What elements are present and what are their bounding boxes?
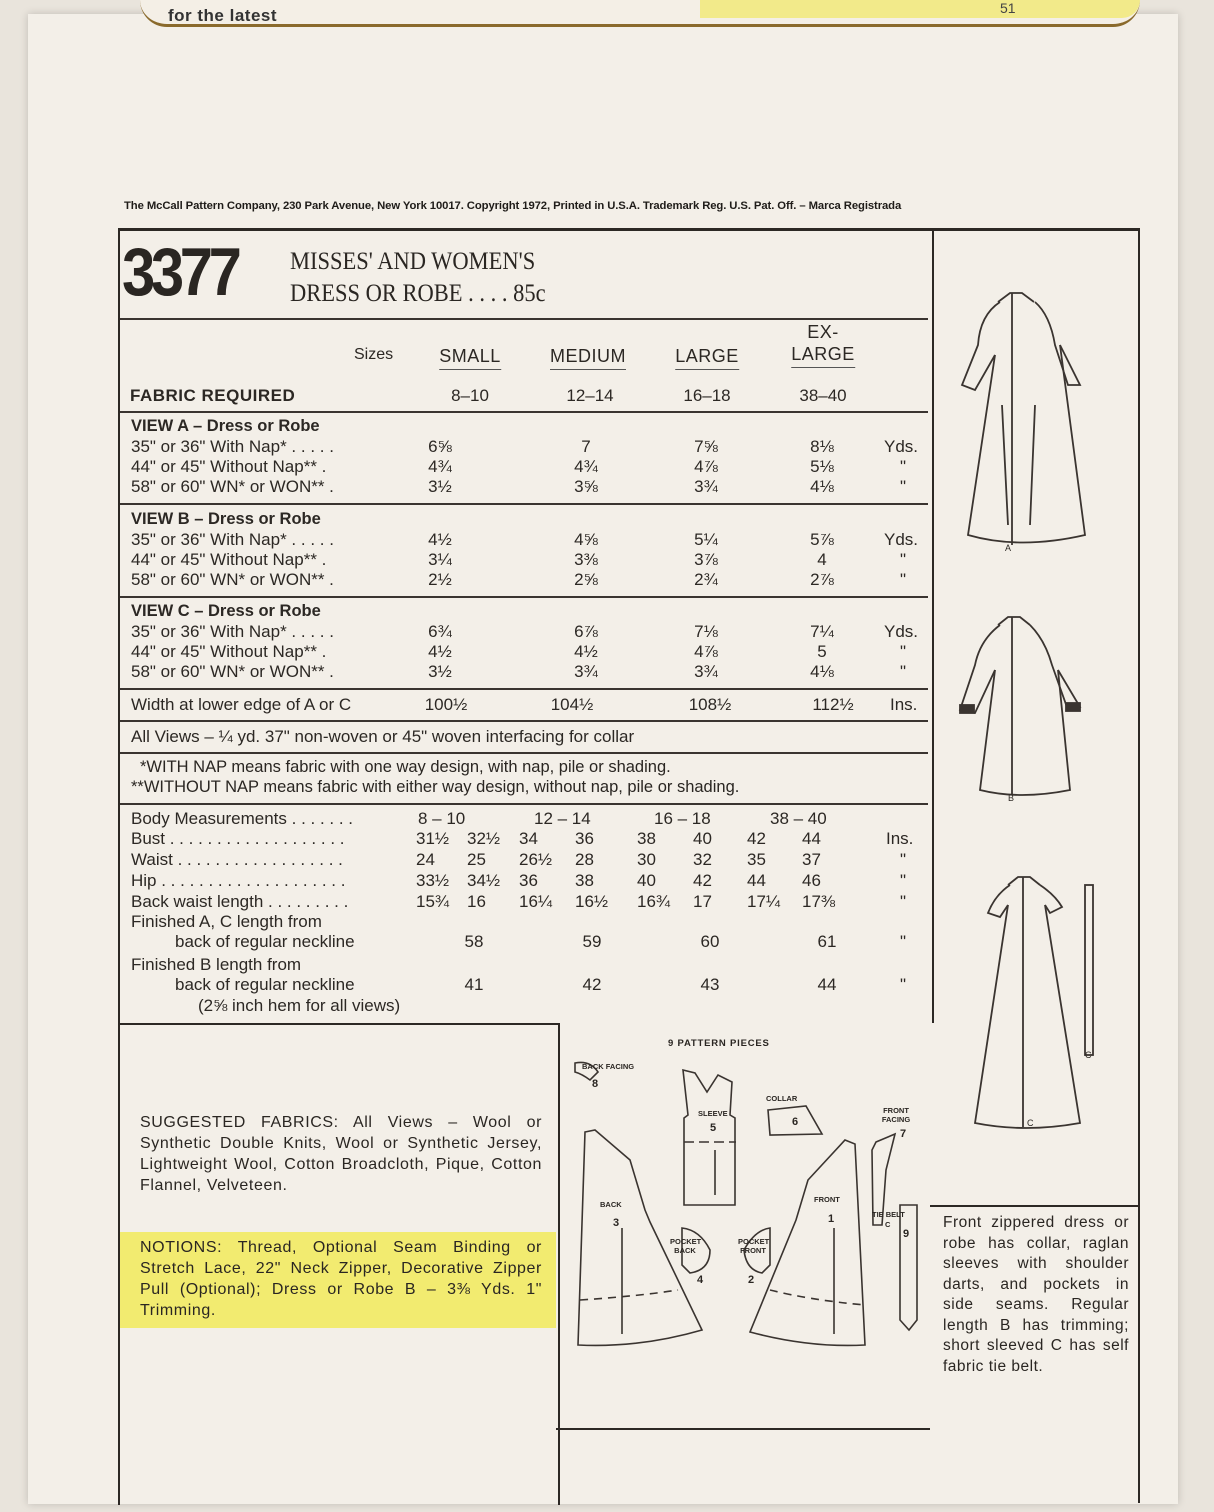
unit: " [900,457,907,476]
value: 59 [582,932,602,951]
unit: Ins. [890,695,918,714]
view-b-title: VIEW B – Dress or Robe [131,510,321,528]
value: 104½ [550,695,594,714]
finished-ac-label: Finished A, C length from [131,912,322,931]
measurement-value: 17⅜ [802,892,836,911]
label-collar: COLLAR [766,1094,798,1103]
row-label: 44" or 45" Without Nap** . [131,457,327,476]
value: 7 [581,437,591,456]
measurement-value: 17 [693,892,712,911]
view-b-label: B [1008,793,1015,803]
value: 43 [700,975,720,994]
size-xlarge: LARGE [791,344,855,368]
measurement-value: 32 [693,850,712,869]
range-large: 16–18 [683,386,731,405]
tie-belt-illustration-label: C [1085,1050,1092,1060]
unit: " [900,850,907,869]
value: 4¾ [574,457,598,476]
row-label: 35" or 36" With Nap* . . . . . [131,437,334,456]
measurement-value: 26½ [519,850,553,869]
measurement-label: Bust . . . . . . . . . . . . . . . . . . . [131,829,345,848]
hem-note: (2⅝ inch hem for all views) [198,996,401,1015]
value: 4⅝ [574,530,598,549]
value: 5⅞ [810,530,834,549]
unit: " [900,871,907,890]
measurement-value: 40 [693,829,712,848]
pattern-pieces-diagram [560,1030,930,1430]
fabric-required-label: FABRIC REQUIRED [130,386,296,405]
measurement-value: 31½ [416,829,450,848]
value: 60 [700,932,720,951]
value: 5¼ [694,530,718,549]
measurement-value: 38 [637,829,656,848]
value: 4½ [574,642,598,661]
measurement-value: 16½ [575,892,609,911]
value: 61 [817,932,837,951]
row-label: 44" or 45" Without Nap** . [131,642,327,661]
illustration-view-a [940,245,1140,565]
row-label: 58" or 60" WN* or WON** . [131,477,334,496]
measurement-value: 17¼ [747,892,781,911]
label-pocket-back: POCKET BACK [670,1237,702,1255]
value: 3½ [428,662,452,681]
value: 6⅞ [574,622,598,641]
view-c-label: C [1027,1118,1034,1128]
unit: " [900,662,907,681]
value: 41 [464,975,484,994]
value: 4½ [428,642,452,661]
value: 2⅞ [810,570,834,589]
label-pocket-front: POCKET FRONT [738,1237,770,1255]
footnote-without-nap: **WITHOUT NAP means fabric with either way design, without nap, pile or shading. [131,778,740,796]
measurement-value: 30 [637,850,656,869]
range: 12 – 14 [534,809,591,828]
footnote-with-nap: *WITH NAP means fabric with one way design, with nap, pile or shading. [140,758,671,776]
flap-number: 51 [1000,0,1016,16]
value: 4⅞ [694,642,718,661]
value: 3⅜ [574,550,598,569]
measurement-value: 44 [747,871,766,890]
size-xl-line1: EX- [807,322,839,342]
measurement-value: 16¾ [637,892,671,911]
unit: " [900,892,907,911]
divider [120,596,928,598]
view-a-label: A [1005,543,1012,553]
size-medium: MEDIUM [550,346,626,370]
unit: " [900,570,907,589]
piece-number: 4 [697,1274,704,1286]
title-line-1: MISSES' AND WOMEN'S [290,248,536,275]
value: 4⅛ [810,662,834,681]
value: 5 [817,642,827,661]
row-label: 58" or 60" WN* or WON** . [131,662,334,681]
value: 8⅛ [810,437,834,456]
view-c-title: VIEW C – Dress or Robe [131,602,321,620]
value: 4⅞ [694,457,718,476]
title-line-2: DRESS OR ROBE . . . . 85c [290,280,546,307]
divider [120,688,928,690]
piece-number: 1 [828,1213,835,1225]
value: 44 [817,975,837,994]
measurement-label: Waist . . . . . . . . . . . . . . . . . . [131,850,343,869]
size-large: LARGE [675,346,739,370]
divider [120,720,928,722]
measurement-label: Back waist length . . . . . . . . . [131,892,349,911]
measurement-value: 34 [519,829,538,848]
value: 3¾ [694,662,718,681]
value: 112½ [812,695,854,714]
measurement-value: 16¼ [519,892,553,911]
envelope-flap-yellow [700,0,1140,18]
value: 7⅛ [694,622,718,641]
divider [120,503,928,505]
value: 58 [464,932,484,951]
unit: " [900,550,907,569]
piece-number: 2 [748,1274,755,1286]
value: 2⅝ [574,570,598,589]
divider [556,1428,930,1430]
measurement-value: 40 [637,871,656,890]
row-label: 58" or 60" WN* or WON** . [131,570,334,589]
value: 2¾ [694,570,718,589]
divider [120,411,928,413]
all-views-note: All Views – ¼ yd. 37" non-woven or 45" woven interfacing for collar [131,727,635,746]
unit: Ins. [886,829,914,848]
unit: " [900,932,907,951]
label-front-facing: FRONT FACING [881,1106,911,1124]
tie-belt-view: C [885,1220,891,1229]
range-medium: 12–14 [566,386,614,405]
divider [120,752,928,754]
value: 3½ [428,477,452,496]
body-measurements-label: Body Measurements . . . . . . . [131,809,354,828]
suggested-fabrics: SUGGESTED FABRICS: All Views – Wool or Synthetic Double Knits, Wool or Synthetic Jersey, Lightweight Wool, Cotton Broadcloth, Pique, Cotton Flannel, Velveteen. [140,1114,542,1194]
measurement-value: 36 [575,829,594,848]
row-label: 44" or 45" Without Nap** . [131,550,327,569]
label-back: BACK [600,1200,622,1209]
measurement-value: 36 [519,871,538,890]
unit: " [900,477,907,496]
label-back-facing: BACK FACING [582,1062,635,1071]
measurement-label: Hip . . . . . . . . . . . . . . . . . . . . [131,871,346,890]
value: 4¾ [428,457,452,476]
value: 5⅛ [810,457,834,476]
label-tie-belt: TIE BELT [872,1210,905,1219]
label-front: FRONT [814,1195,840,1204]
value: 100½ [424,695,468,714]
measurement-value: 34½ [467,871,501,890]
row-label: 35" or 36" With Nap* . . . . . [131,530,334,549]
row-label: 35" or 36" With Nap* . . . . . [131,622,334,641]
value: 4½ [428,530,452,549]
measurement-value: 42 [693,871,712,890]
measurement-value: 32½ [467,829,501,848]
value: 108½ [688,695,732,714]
value: 7⅝ [694,437,718,456]
measurement-value: 33½ [416,871,450,890]
unit: Yds. [884,437,919,456]
measurement-value: 46 [802,871,821,890]
view-a-title: VIEW A – Dress or Robe [131,417,320,435]
value: 3¾ [574,662,598,681]
value: 4⅛ [810,477,834,496]
piece-number: 5 [710,1122,717,1134]
piece-number: 9 [903,1228,910,1240]
finished-b-label: Finished B length from [131,955,302,974]
size-small: SMALL [439,346,501,370]
illustration-view-c [940,855,1140,1155]
value: 6¾ [428,622,452,641]
measurement-value: 38 [575,871,594,890]
unit: " [900,642,907,661]
measurement-value: 25 [467,850,486,869]
piece-number: 3 [613,1217,620,1229]
value: 3¾ [694,477,718,496]
measurement-value: 15¾ [416,892,450,911]
measurement-value: 16 [467,892,486,911]
piece-number: 8 [592,1078,599,1090]
pattern-number: 3377 [122,234,238,310]
unit: Yds. [884,622,919,641]
divider [930,1205,1138,1207]
illustration-view-b [940,595,1140,815]
width-label: Width at lower edge of A or C [131,695,352,714]
range: 38 – 40 [770,809,827,828]
value: 6⅝ [428,437,452,456]
measurement-value: 44 [802,829,821,848]
value: 7¼ [810,622,834,641]
measurement-value: 35 [747,850,766,869]
piece-number: 6 [792,1116,799,1128]
company-line: The McCall Pattern Company, 230 Park Avenue, New York 10017. Copyright 1972, Printed in U.S.A. Trademark Reg. U.S. Pat. Off. – Marca Registrada [124,200,902,212]
value: 3⅝ [574,477,598,496]
range-small: 8–10 [451,386,489,405]
notions: NOTIONS: Thread, Optional Seam Binding or Stretch Lace, 22" Neck Zipper, Decorative Zipper Pull (Optional); Dress or Robe B – 3⅜ Yds. 1" Trimming. [140,1239,542,1319]
piece-number: 7 [900,1128,907,1140]
range-xlarge: 38–40 [799,386,847,405]
value: 2½ [428,570,452,589]
value: 3¼ [428,550,452,569]
value: 4 [817,550,827,569]
pattern-pieces-title: 9 PATTERN PIECES [668,1038,770,1049]
value: 3⅞ [694,550,718,569]
measurement-value: 24 [416,850,435,869]
flap-text: for the latest [168,6,278,25]
unit: " [900,975,907,994]
range: 16 – 18 [654,809,711,828]
finished-b-label-2: back of regular neckline [175,975,355,994]
measurement-value: 28 [575,850,594,869]
unit: Yds. [884,530,919,549]
value: 42 [582,975,602,994]
finished-ac-label-2: back of regular neckline [175,932,355,951]
pattern-description: Front zippered dress or robe has collar, raglan sleeves with shoulder darts, and pockets in side seams. Regular length B has trimming; short sleeved C has self fabric tie belt. [943,1214,1129,1375]
measurement-value: 42 [747,829,766,848]
measurement-value: 37 [802,850,821,869]
label-sleeve: SLEEVE [698,1109,728,1118]
divider [120,318,928,320]
divider [120,803,928,805]
range: 8 – 10 [418,809,466,828]
sizes-label: Sizes [354,346,394,363]
